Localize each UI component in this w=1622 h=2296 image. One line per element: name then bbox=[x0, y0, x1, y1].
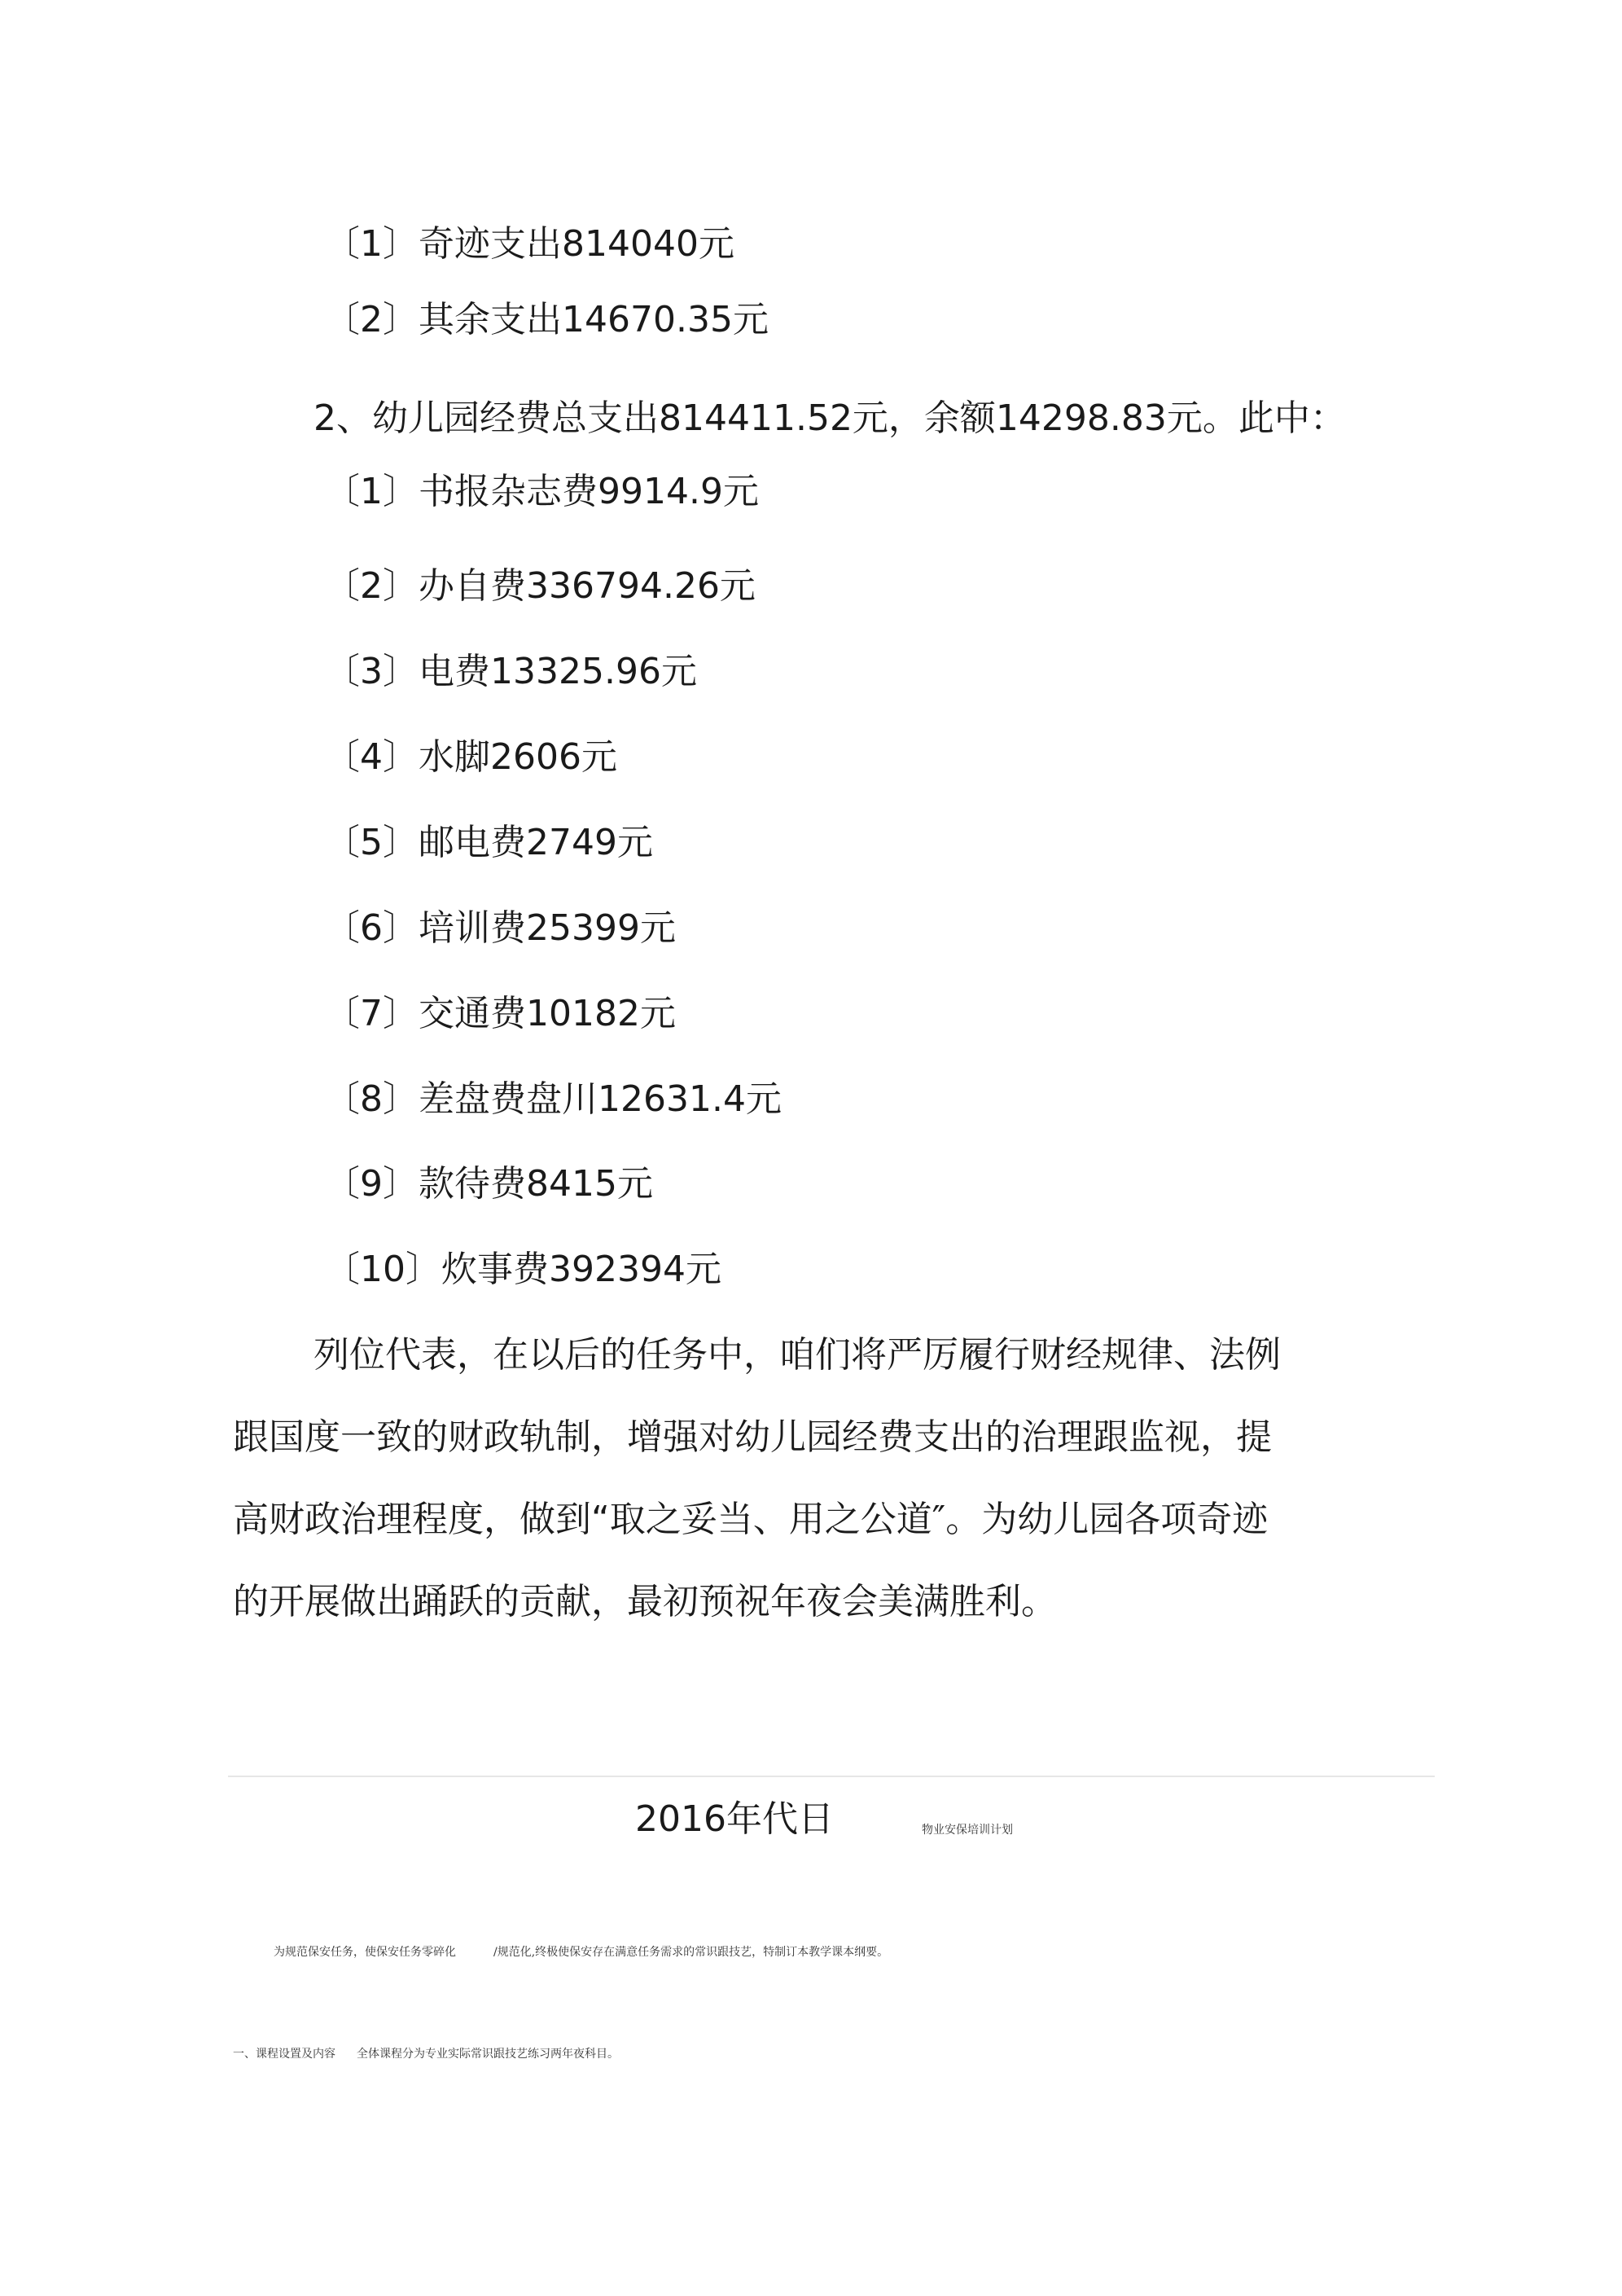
expense-item: 〔2〕办自费336794.26元 bbox=[324, 565, 756, 607]
expense-item: 〔1〕书报杂志费9914.9元 bbox=[324, 471, 759, 512]
expense-item: 〔4〕水脚2606元 bbox=[324, 736, 617, 778]
small-text: 全体课程分为专业实际常识跟技艺练习两年夜科目。 bbox=[357, 2048, 619, 2061]
small-text: 为规范保安任务，使保安任务零碎化 bbox=[274, 1946, 456, 1959]
expense-item: 〔8〕差盘费盘川12631.4元 bbox=[324, 1078, 782, 1120]
expense-item: 〔2〕其余支出14670.35元 bbox=[324, 299, 769, 340]
closing-paragraph-line: 列位代表，在以后的任务中，咱们将严厉履行财经规律、法例 bbox=[313, 1334, 1281, 1376]
small-title: 物业安保培训计划 bbox=[922, 1824, 1013, 1837]
closing-paragraph-line: 高财政治理程度，做到“取之妥当、用之公道″。为幼儿园各项奇迹 bbox=[233, 1499, 1269, 1540]
expense-item: 〔7〕交通费10182元 bbox=[324, 993, 676, 1034]
closing-paragraph-line: 的开展做出踊跃的贡献，最初预祝年夜会美满胜利。 bbox=[233, 1581, 1057, 1622]
page-divider bbox=[228, 1776, 1435, 1777]
expense-item: 〔9〕款待费8415元 bbox=[324, 1163, 653, 1205]
expense-item: 〔6〕培训费25399元 bbox=[324, 907, 676, 949]
document-date: 2016年代日 bbox=[635, 1798, 834, 1840]
expense-item: 〔5〕邮电费2749元 bbox=[324, 822, 653, 863]
small-text: 一、课程设置及内容 bbox=[233, 2048, 335, 2061]
section-heading: 2、幼儿园经费总支出814411.52元，余额14298.83元。此中： bbox=[313, 397, 1346, 439]
closing-paragraph-line: 跟国度一致的财政轨制，增强对幼儿园经费支出的治理跟监视，提 bbox=[233, 1416, 1272, 1458]
expense-item: 〔1〕奇迹支出814040元 bbox=[324, 223, 734, 265]
expense-item: 〔3〕电费13325.96元 bbox=[324, 651, 697, 692]
expense-item: 〔10〕炊事费392394元 bbox=[324, 1249, 721, 1290]
small-text: /规范化,终极使保安存在满意任务需求的常识跟技艺，特制订本教学课本纲要。 bbox=[493, 1946, 889, 1959]
